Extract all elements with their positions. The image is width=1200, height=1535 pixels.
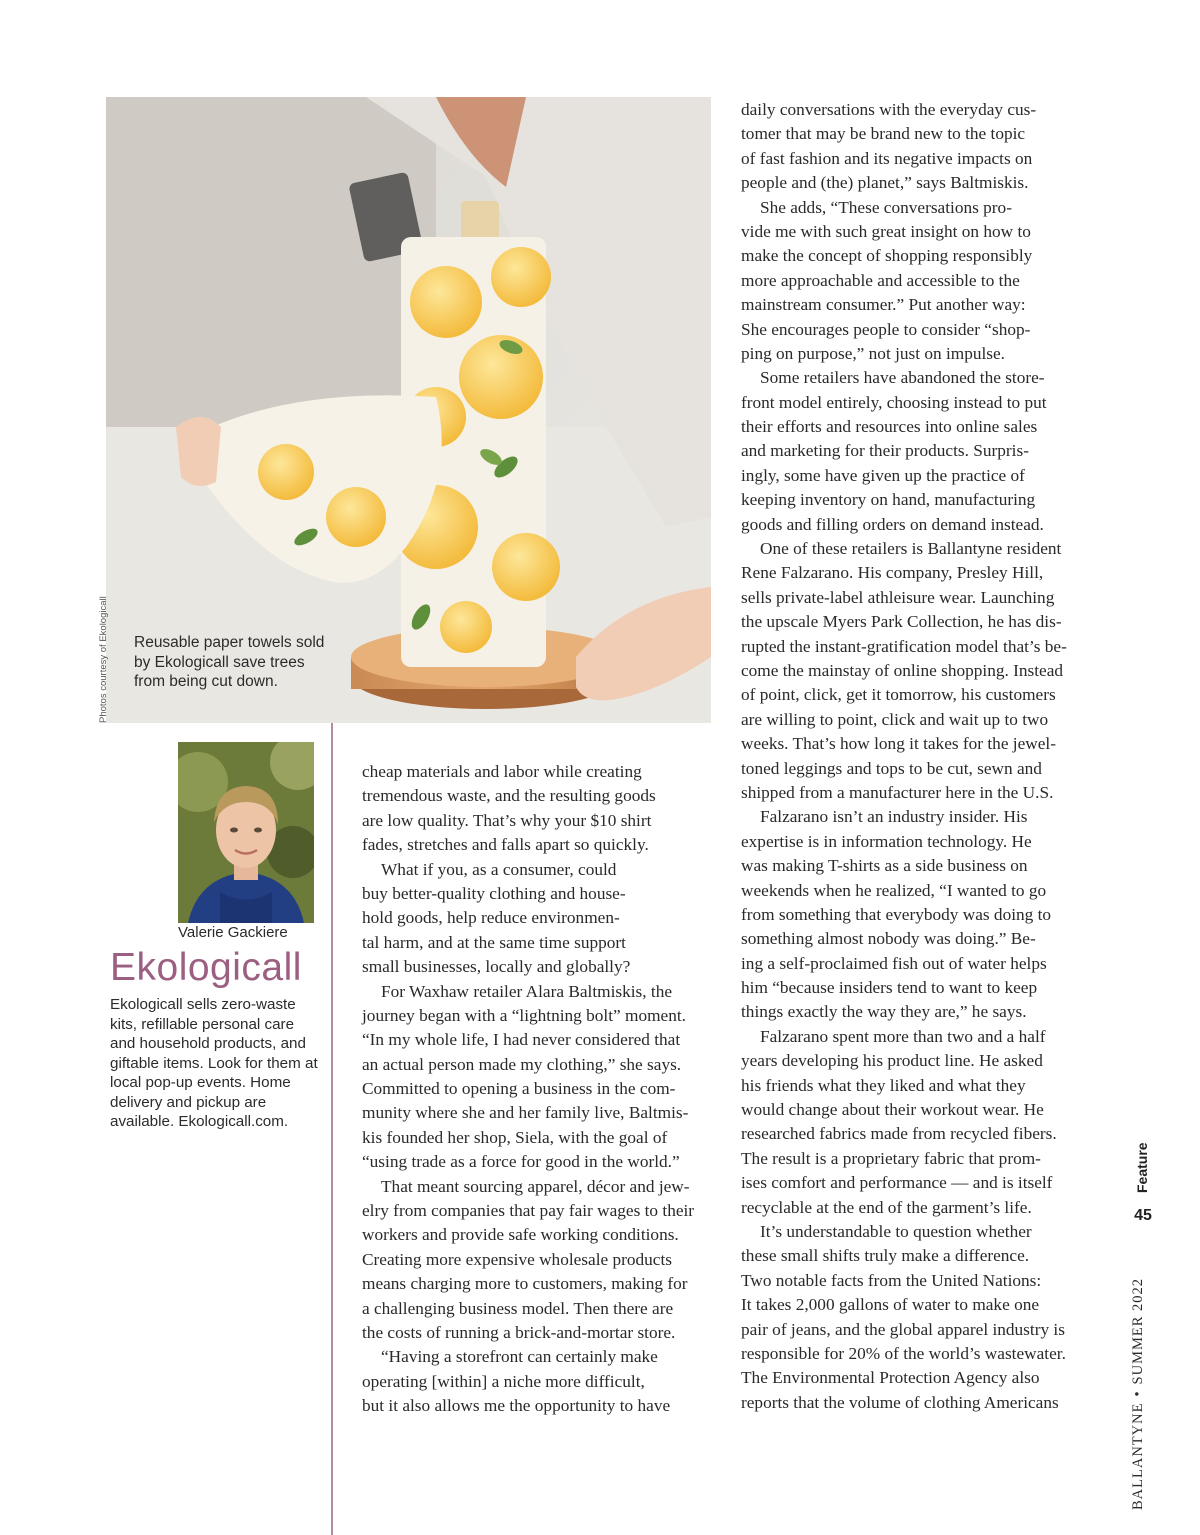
article-line: front model entirely, choosing instead to put [741,392,1047,412]
portrait-name: Valerie Gackiere [178,924,288,941]
article-line: operating [within] a niche more difficult, [362,1371,645,1391]
article-line: goods and filling orders on demand instead. [741,514,1044,534]
article-line: Some retailers have abandoned the store- [760,368,1045,388]
article-line: from something that everybody was doing to [741,904,1052,924]
article-line: buy better-quality clothing and house- [362,883,626,903]
article-line: What if you, as a consumer, could [381,859,617,879]
article-line: means charging more to customers, making for [362,1274,688,1294]
magazine-name: BALLANTYNE [1130,1402,1146,1510]
article-line: kis founded her shop, Siela, with the goal of [362,1127,668,1147]
folio-vertical [1130,1278,1147,1510]
photo-credit: Photos courtesy of Ekologicall [98,596,109,723]
article-line: ingly, some have given up the practice of [741,465,1025,485]
article-line: It’s understandable to question whether [760,1221,1032,1241]
article-line: these small shifts truly make a difference. [741,1246,1030,1266]
article-line: tomer that may be brand new to the topic [741,124,1026,144]
column-divider [331,723,333,1535]
issue-label: SUMMER 2022 [1130,1277,1146,1385]
article-line: make the concept of shopping responsibly [741,246,1033,266]
article-line: tal harm, and at the same time support [362,932,626,952]
article-line: responsible for 20% of the world’s wastewater. [741,1343,1066,1363]
article-line: are willing to point, click and wait up to two [741,709,1049,729]
article-line: years developing his product line. He asked [741,1051,1043,1071]
article-line: vide me with such great insight on how to [741,221,1031,241]
article-line: That meant sourcing apparel, décor and jew- [381,1176,690,1196]
article-line: of point, click, get it tomorrow, his customers [741,685,1056,705]
article-line: daily conversations with the everyday cus- [741,100,1037,119]
article-line: The Environmental Protection Agency also [741,1368,1040,1388]
page-number: 45 [1134,1207,1152,1224]
article-line: fades, stretches and falls apart so quickly. [362,835,649,855]
article-line: Rene Falzarano. His company, Presley Hill, [741,563,1044,583]
article-line: the upscale Myers Park Collection, he has dis- [741,612,1062,632]
article-line: him “because insiders tend to want to keep [741,978,1038,998]
article-line: an actual person made my clothing,” she says. [362,1054,682,1074]
article-line: small businesses, locally and globally? [362,957,631,977]
article-line: sells private-label athleisure wear. Launching [741,587,1055,607]
article-line: munity where she and her family live, Baltmis- [362,1103,689,1123]
article-line: She encourages people to consider “shop- [741,319,1031,339]
article-line: elry from companies that pay fair wages to their [362,1201,695,1221]
section-label: Feature [1134,1142,1150,1193]
article-line: pair of jeans, and the global apparel industry is [741,1319,1065,1339]
article-line: researched fabrics made from recycled fibers. [741,1124,1057,1144]
article-line: tremendous waste, and the resulting goods [362,786,656,806]
article-line: weeks. That’s how long it takes for the jewel- [741,734,1056,754]
folio-separator: • [1130,1390,1146,1397]
article-line: toned leggings and tops to be cut, sewn and [741,758,1042,778]
article-line: reports that the volume of clothing Americans [741,1392,1059,1412]
paper-towel-photo [106,97,711,723]
article-line: their efforts and resources into online sales [741,417,1038,437]
article-line: would change about their workout wear. He [741,1100,1044,1120]
article-line: more approachable and accessible to the [741,270,1020,290]
article-line: mainstream consumer.” Put another way: [741,295,1026,315]
article-line: workers and provide safe working conditions. [362,1225,679,1245]
article-line: The result is a proprietary fabric that prom- [741,1148,1041,1168]
article-line: his friends what they liked and what they [741,1075,1026,1095]
article-line: keeping inventory on hand, manufacturing [741,490,1036,510]
article-line: rupted the instant-gratification model that’s be- [741,636,1067,656]
article-line: recyclable at the end of the garment’s life. [741,1197,1032,1217]
sidebar-title: Ekologicall [110,946,302,989]
article-line: Falzarano isn’t an industry insider. His [760,807,1028,827]
article-line: but it also allows me the opportunity to have [362,1396,671,1416]
article-line: a challenging business model. Then there are [362,1298,674,1318]
article-line: the costs of running a brick-and-mortar store. [362,1322,676,1342]
article-line: cheap materials and labor while creating [362,762,642,781]
photo-caption: Reusable paper towels sold by Ekologicall save trees from being cut down. [134,634,325,690]
article-line: was making T-shirts as a side business on [741,856,1028,876]
article-line: something almost nobody was doing.” Be- [741,929,1036,949]
article-line: hold goods, help reduce environmen- [362,908,620,928]
paper-towel-illustration [106,97,711,723]
article-line: ing a self-proclaimed fish out of water helps [741,953,1047,973]
article-line: “using trade as a force for good in the world.” [362,1152,680,1172]
article-line: Committed to opening a business in the com- [362,1079,676,1099]
article-line: She adds, “These conversations pro- [760,197,1012,217]
article-line: shipped from a manufacturer here in the U.S. [741,782,1054,802]
article-line: are low quality. That’s why your $10 shirt [362,810,652,830]
article-line: people and (the) planet,” says Baltmiskis. [741,173,1029,193]
sidebar-body: Ekologicall sells zero-waste kits, refillable personal care and household products, and giftable items. Look for them at local pop-up events. Home delivery and pickup are available. Ekologicall.com. [110,996,318,1130]
article-line: Falzarano spent more than two and a half [760,1026,1046,1046]
portrait-illustration [178,742,314,923]
article-line: For Waxhaw retailer Alara Baltmiskis, the [381,981,673,1001]
portrait-photo [178,742,314,923]
article-line: Two notable facts from the United Nations: [741,1270,1042,1290]
article-line: ping on purpose,” not just on impulse. [741,343,1006,363]
article-line: and marketing for their products. Surpris- [741,441,1029,461]
article-line: expertise is in information technology. He [741,831,1032,851]
article-line: One of these retailers is Ballantyne resident [760,539,1062,559]
article-line: “In my whole life, I had never considered that [362,1030,681,1050]
article-line: journey began with a “lightning bolt” moment. [362,1005,686,1025]
article-line: weekends when he realized, “I wanted to go [741,880,1047,900]
article-line: come the mainstay of online shopping. Instead [741,660,1064,680]
article-line: of fast fashion and its negative impacts on [741,148,1033,168]
article-column-middle [362,760,722,1419]
article-column-right [741,98,1101,1415]
article-line: ises comfort and performance — and is itself [741,1173,1053,1193]
article-line: “Having a storefront can certainly make [381,1347,658,1367]
article-line: It takes 2,000 gallons of water to make one [741,1295,1040,1315]
article-line: Creating more expensive wholesale products [362,1249,673,1269]
article-line: things exactly the way they are,” he says. [741,1002,1027,1022]
